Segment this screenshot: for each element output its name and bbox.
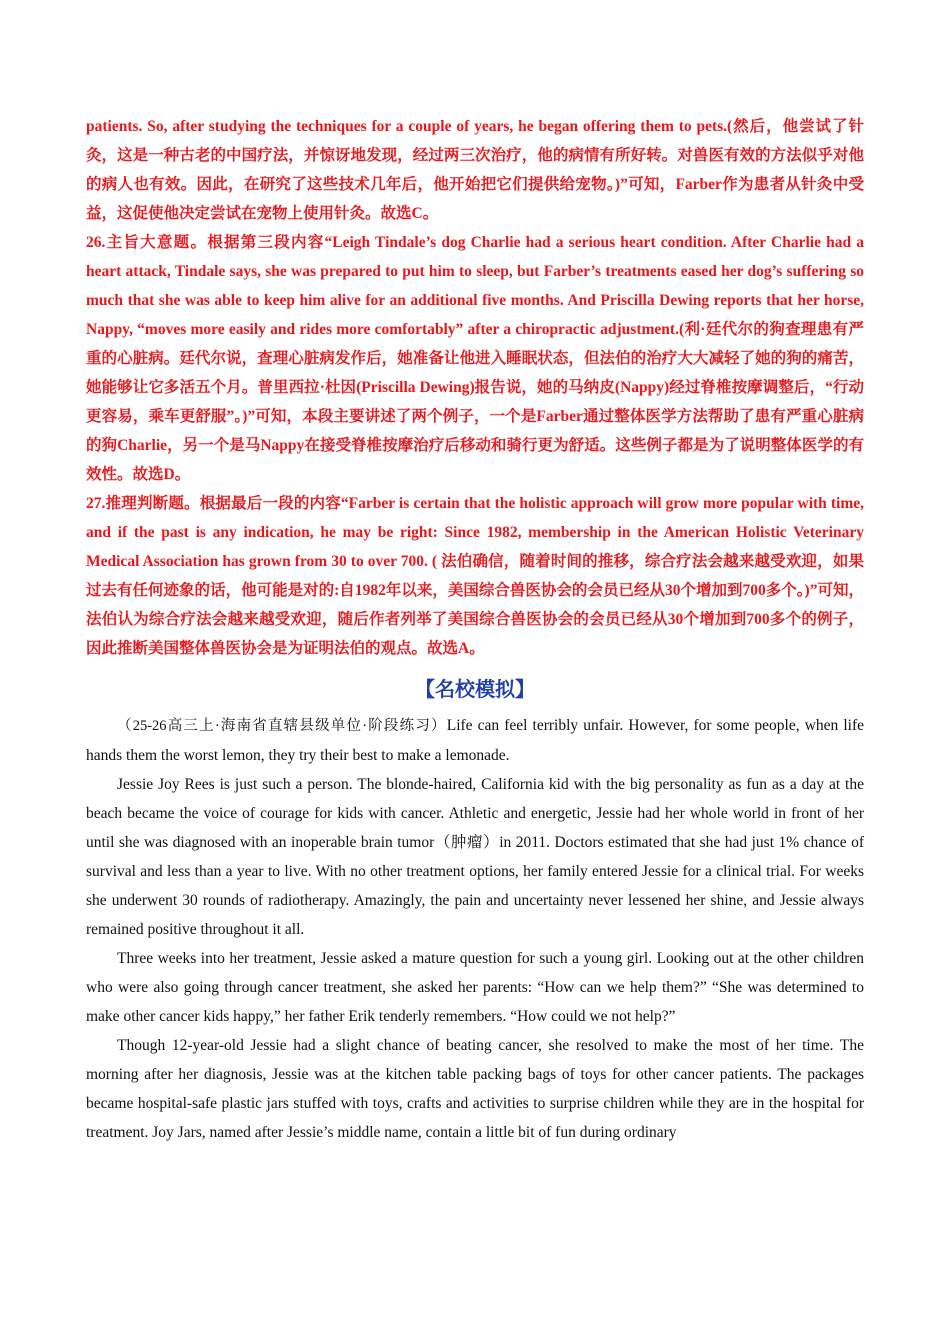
- passage-intro-text: Life can feel terribly unfair. However, for some people, when life hands them the worst lemon, they try their best to make a lemonade.: [86, 717, 865, 764]
- passage-paragraph-2: Three weeks into her treatment, Jessie asked a mature question for such a young girl. Looking out at the other children who were also going through cancer treatment, she asked her parents: “How can we help them?” “She was determined to make other cancer kids happy,” her father Erik tenderly remembers. “How could we not help?”: [86, 950, 864, 1025]
- document-page: [86, 112, 864, 1147]
- passage-source: （25-26高三上·海南省直辖县级单位·阶段练习）: [117, 718, 447, 734]
- passage-paragraph-1: Jessie Joy Rees is just such a person. The blonde-haired, California kid with the big personality as fun as a day at the beach became the voice of courage for kids with cancer. Athletic and energetic, Jessie had her whole world in front of her until she was diagnosed with an inoperable brain tumor（肿瘤）in 2011. Doctors estimated that she had just 1% chance of survival and less than a year to live. With no other treatment options, her family entered Jessie for a clinical trial. For weeks she underwent 30 rounds of radiotherapy. Amazingly, the pain and uncertainty never lessened her shine, and Jessie always remained positive throughout it all.: [86, 776, 864, 938]
- answer-26: 26.主旨大意题。根据第三段内容“Leigh Tindale’s dog Charlie had a serious heart condition. After Charlie had a heart attack, Tindale says, she was prepared to put him to sleep, but Farber’s treatments eased her dog’s suffering so much that she was able to keep him alive for an additional five months. And Priscilla Dewing reports that her horse, Nappy, “moves more easily and rides more comfortably” after a chiropractic adjustment.(利·廷代尔的狗查理患有严重的心脏病。廷代尔说，查理心脏病发作后，她准备让他进入睡眠状态，但法伯的治疗大大减轻了她的狗的痛苦，她能够让它多活五个月。普里西拉·杜因(Priscilla Dewing)报告说，她的马纳皮(Nappy)经过脊椎按摩调整后，“行动更容易，乘车更舒服”。)”可知，本段主要讲述了两个例子，一个是Farber通过整体医学方法帮助了患有严重心脏病的狗Charlie，另一个是马Nappy在接受脊椎按摩治疗后移动和骑行更为舒适。这些例子都是为了说明整体医学的有效性。故选D。: [86, 234, 864, 483]
- passage-paragraph-3: Though 12-year-old Jessie had a slight chance of beating cancer, she resolved to make the most of her time. The morning after her diagnosis, Jessie was at the kitchen table packing bags of toys for other cancer patients. The packages became hospital-safe plastic jars stuffed with toys, crafts and activities to surprise children while they are in the hospital for treatment. Joy Jars, named after Jessie’s middle name, contain a little bit of fun during ordinary: [86, 1037, 864, 1141]
- answer-25-continuation: patients. So, after studying the techniques for a couple of years, he began offering them to pets.(然后，他尝试了针灸，这是一种古老的中国疗法，并惊讶地发现，经过两三次治疗，他的病情有所好转。对兽医有效的方法似乎对他的病人也有效。因此，在研究了这些技术几年后，他开始把它们提供给宠物。)”可知，Farber作为患者从针灸中受益，这促使他决定尝试在宠物上使用针灸。故选C。: [86, 118, 864, 222]
- section-title: 【名校模拟】: [415, 677, 535, 701]
- answer-27: 27.推理判断题。根据最后一段的内容“Farber is certain that the holistic approach will grow more popular with time, and if the past is any indication, he may be right: Since 1982, membership in the American Holistic Veterinary Medical Association has grown from 30 to over 700. ( 法伯确信，随着时间的推移，综合疗法会越来越受欢迎，如果过去有任何迹象的话，他可能是对的:自1982年以来，美国综合兽医协会的会员已经从30个增加到700多个。)”可知，法伯认为综合疗法会越来越受欢迎，随后作者列举了美国综合兽医协会的会员已经从30个增加到700多个的例子，因此推断美国整体兽医协会是为证明法伯的观点。故选A。: [86, 495, 864, 657]
- passage-intro: [86, 711, 864, 770]
